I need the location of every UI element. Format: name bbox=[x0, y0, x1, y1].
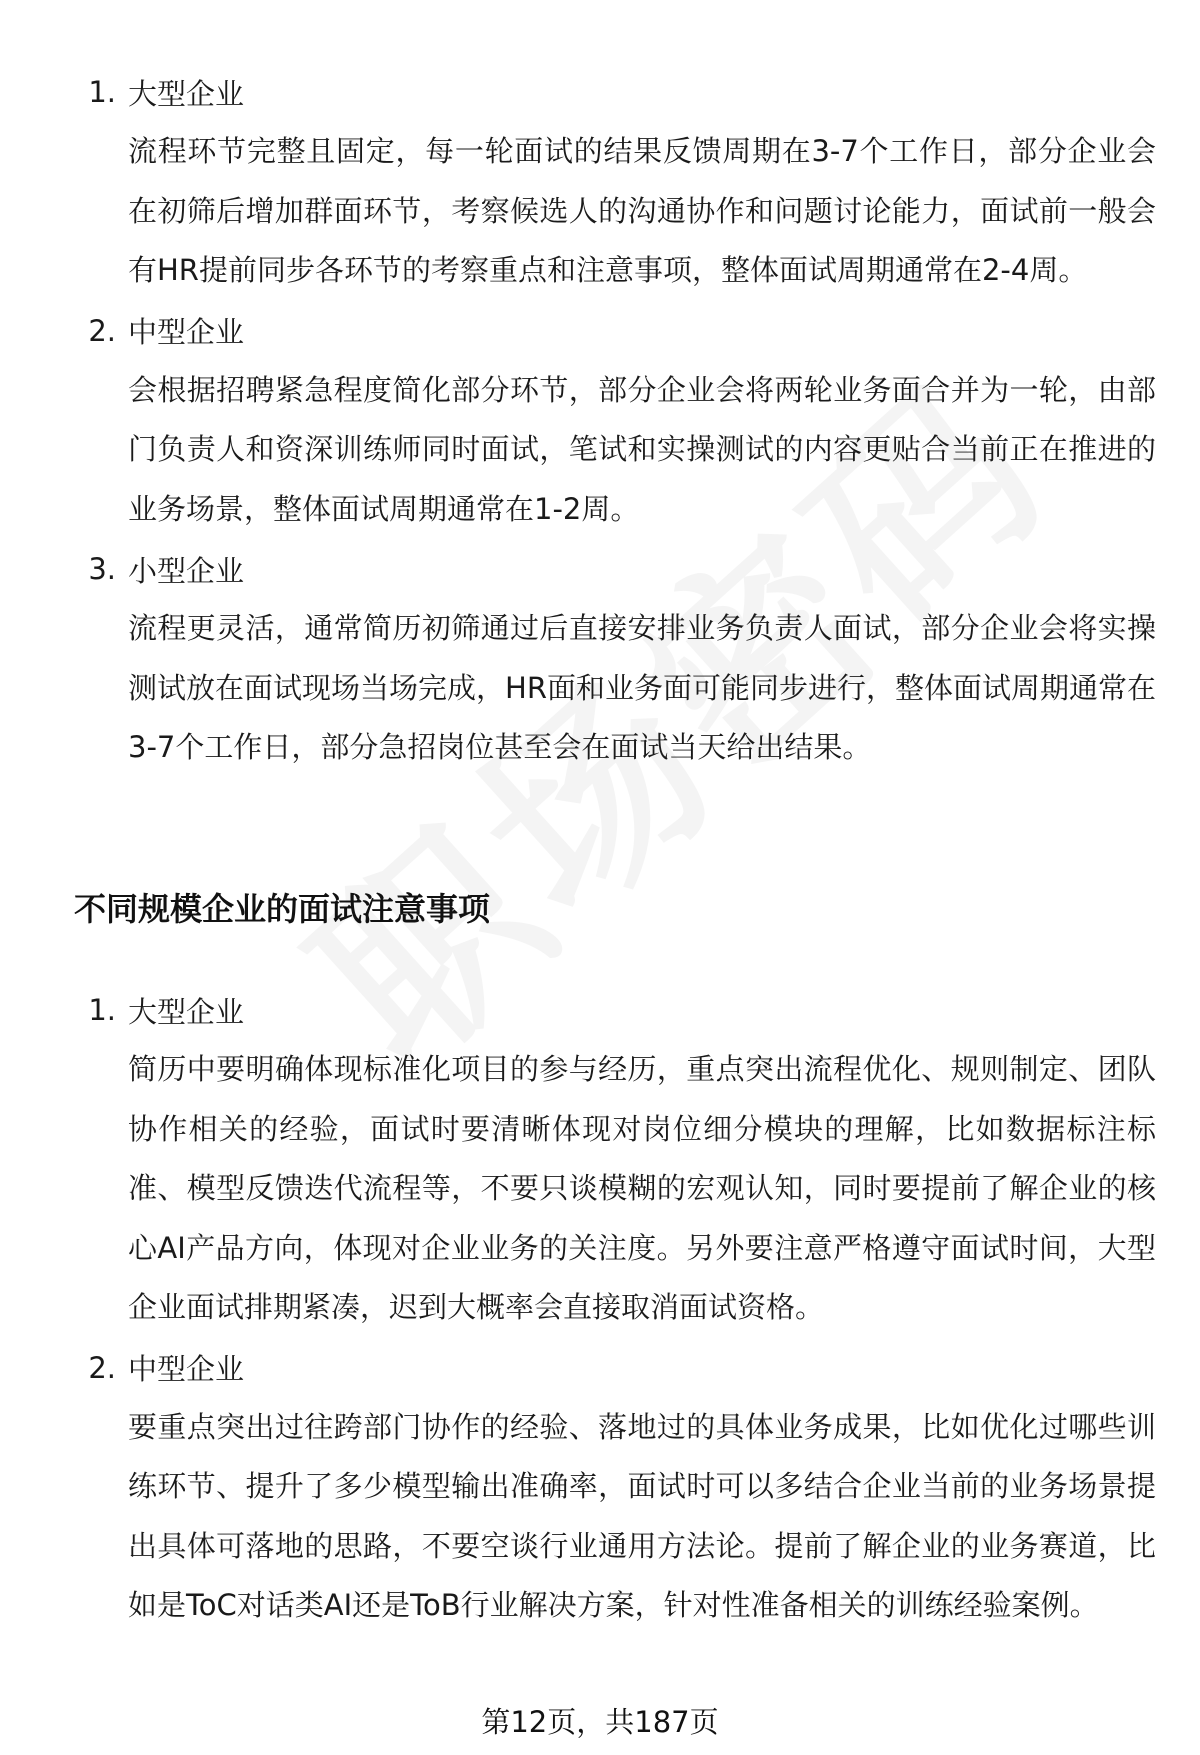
page-number: 第12页，共187页 bbox=[481, 1705, 719, 1739]
item-number: 2. bbox=[88, 313, 116, 348]
item-title: 小型企业 bbox=[128, 553, 245, 588]
section-heading: 不同规模企业的面试注意事项 bbox=[74, 890, 491, 928]
list-item bbox=[0, 980, 1200, 1338]
item-title: 大型企业 bbox=[128, 76, 245, 111]
list-item bbox=[0, 1338, 1200, 1636]
item-body: 会根据招聘紧急程度简化部分环节，部分企业会将两轮业务面合并为一轮，由部门负责人和资深训练师同时面试，笔试和实操测试的内容更贴合当前正在推进的业务场景，整体面试周期通常在1-2周。 bbox=[128, 372, 1156, 526]
item-body: 要重点突出过往跨部门协作的经验、落地过的具体业务成果，比如优化过哪些训练环节、提升了多少模型输出准确率，面试时可以多结合企业当前的业务场景提出具体可落地的思路，不要空谈行业通用方法论。提前了解企业的业务赛道，比如是ToC对话类AI还是ToB行业解决方案，针对性准备相关的训练经验案例。 bbox=[128, 1409, 1156, 1622]
item-title: 中型企业 bbox=[128, 315, 245, 349]
list-item bbox=[0, 62, 1200, 301]
item-title: 大型企业 bbox=[128, 994, 245, 1029]
item-number: 1. bbox=[88, 993, 116, 1027]
item-number: 1. bbox=[88, 75, 116, 109]
item-number: 3. bbox=[88, 552, 116, 586]
list-item bbox=[0, 539, 1200, 778]
item-title: 中型企业 bbox=[128, 1352, 245, 1386]
item-body: 流程环节完整且固定，每一轮面试的结果反馈周期在3-7个工作日，部分企业会在初筛后增加群面环节，考察候选人的沟通协作和问题讨论能力，面试前一般会有HR提前同步各环节的考察重点和注意事项，整体面试周期通常在2-4周。 bbox=[128, 134, 1156, 287]
process-list bbox=[0, 62, 1200, 778]
item-body: 简历中要明确体现标准化项目的参与经历，重点突出流程优化、规则制定、团队协作相关的经验，面试时要清晰体现对岗位细分模块的理解，比如数据标注标准、模型反馈迭代流程等，不要只谈模糊的宏观认知，同时要提前了解企业的核心AI产品方向，体现对企业业务的关注度。另外要注意严格遵守面试时间，大型企业面试排期紧凑，迟到大概率会直接取消面试资格。 bbox=[128, 1052, 1156, 1324]
list-item bbox=[0, 301, 1200, 540]
tips-list bbox=[0, 980, 1200, 1636]
item-body: 流程更灵活，通常简历初筛通过后直接安排业务负责人面试，部分企业会将实操测试放在面试现场当场完成，HR面和业务面可能同步进行，整体面试周期通常在3-7个工作日，部分急招岗位甚至会在面试当天给出结果。 bbox=[128, 611, 1156, 764]
item-number: 2. bbox=[88, 1350, 116, 1385]
